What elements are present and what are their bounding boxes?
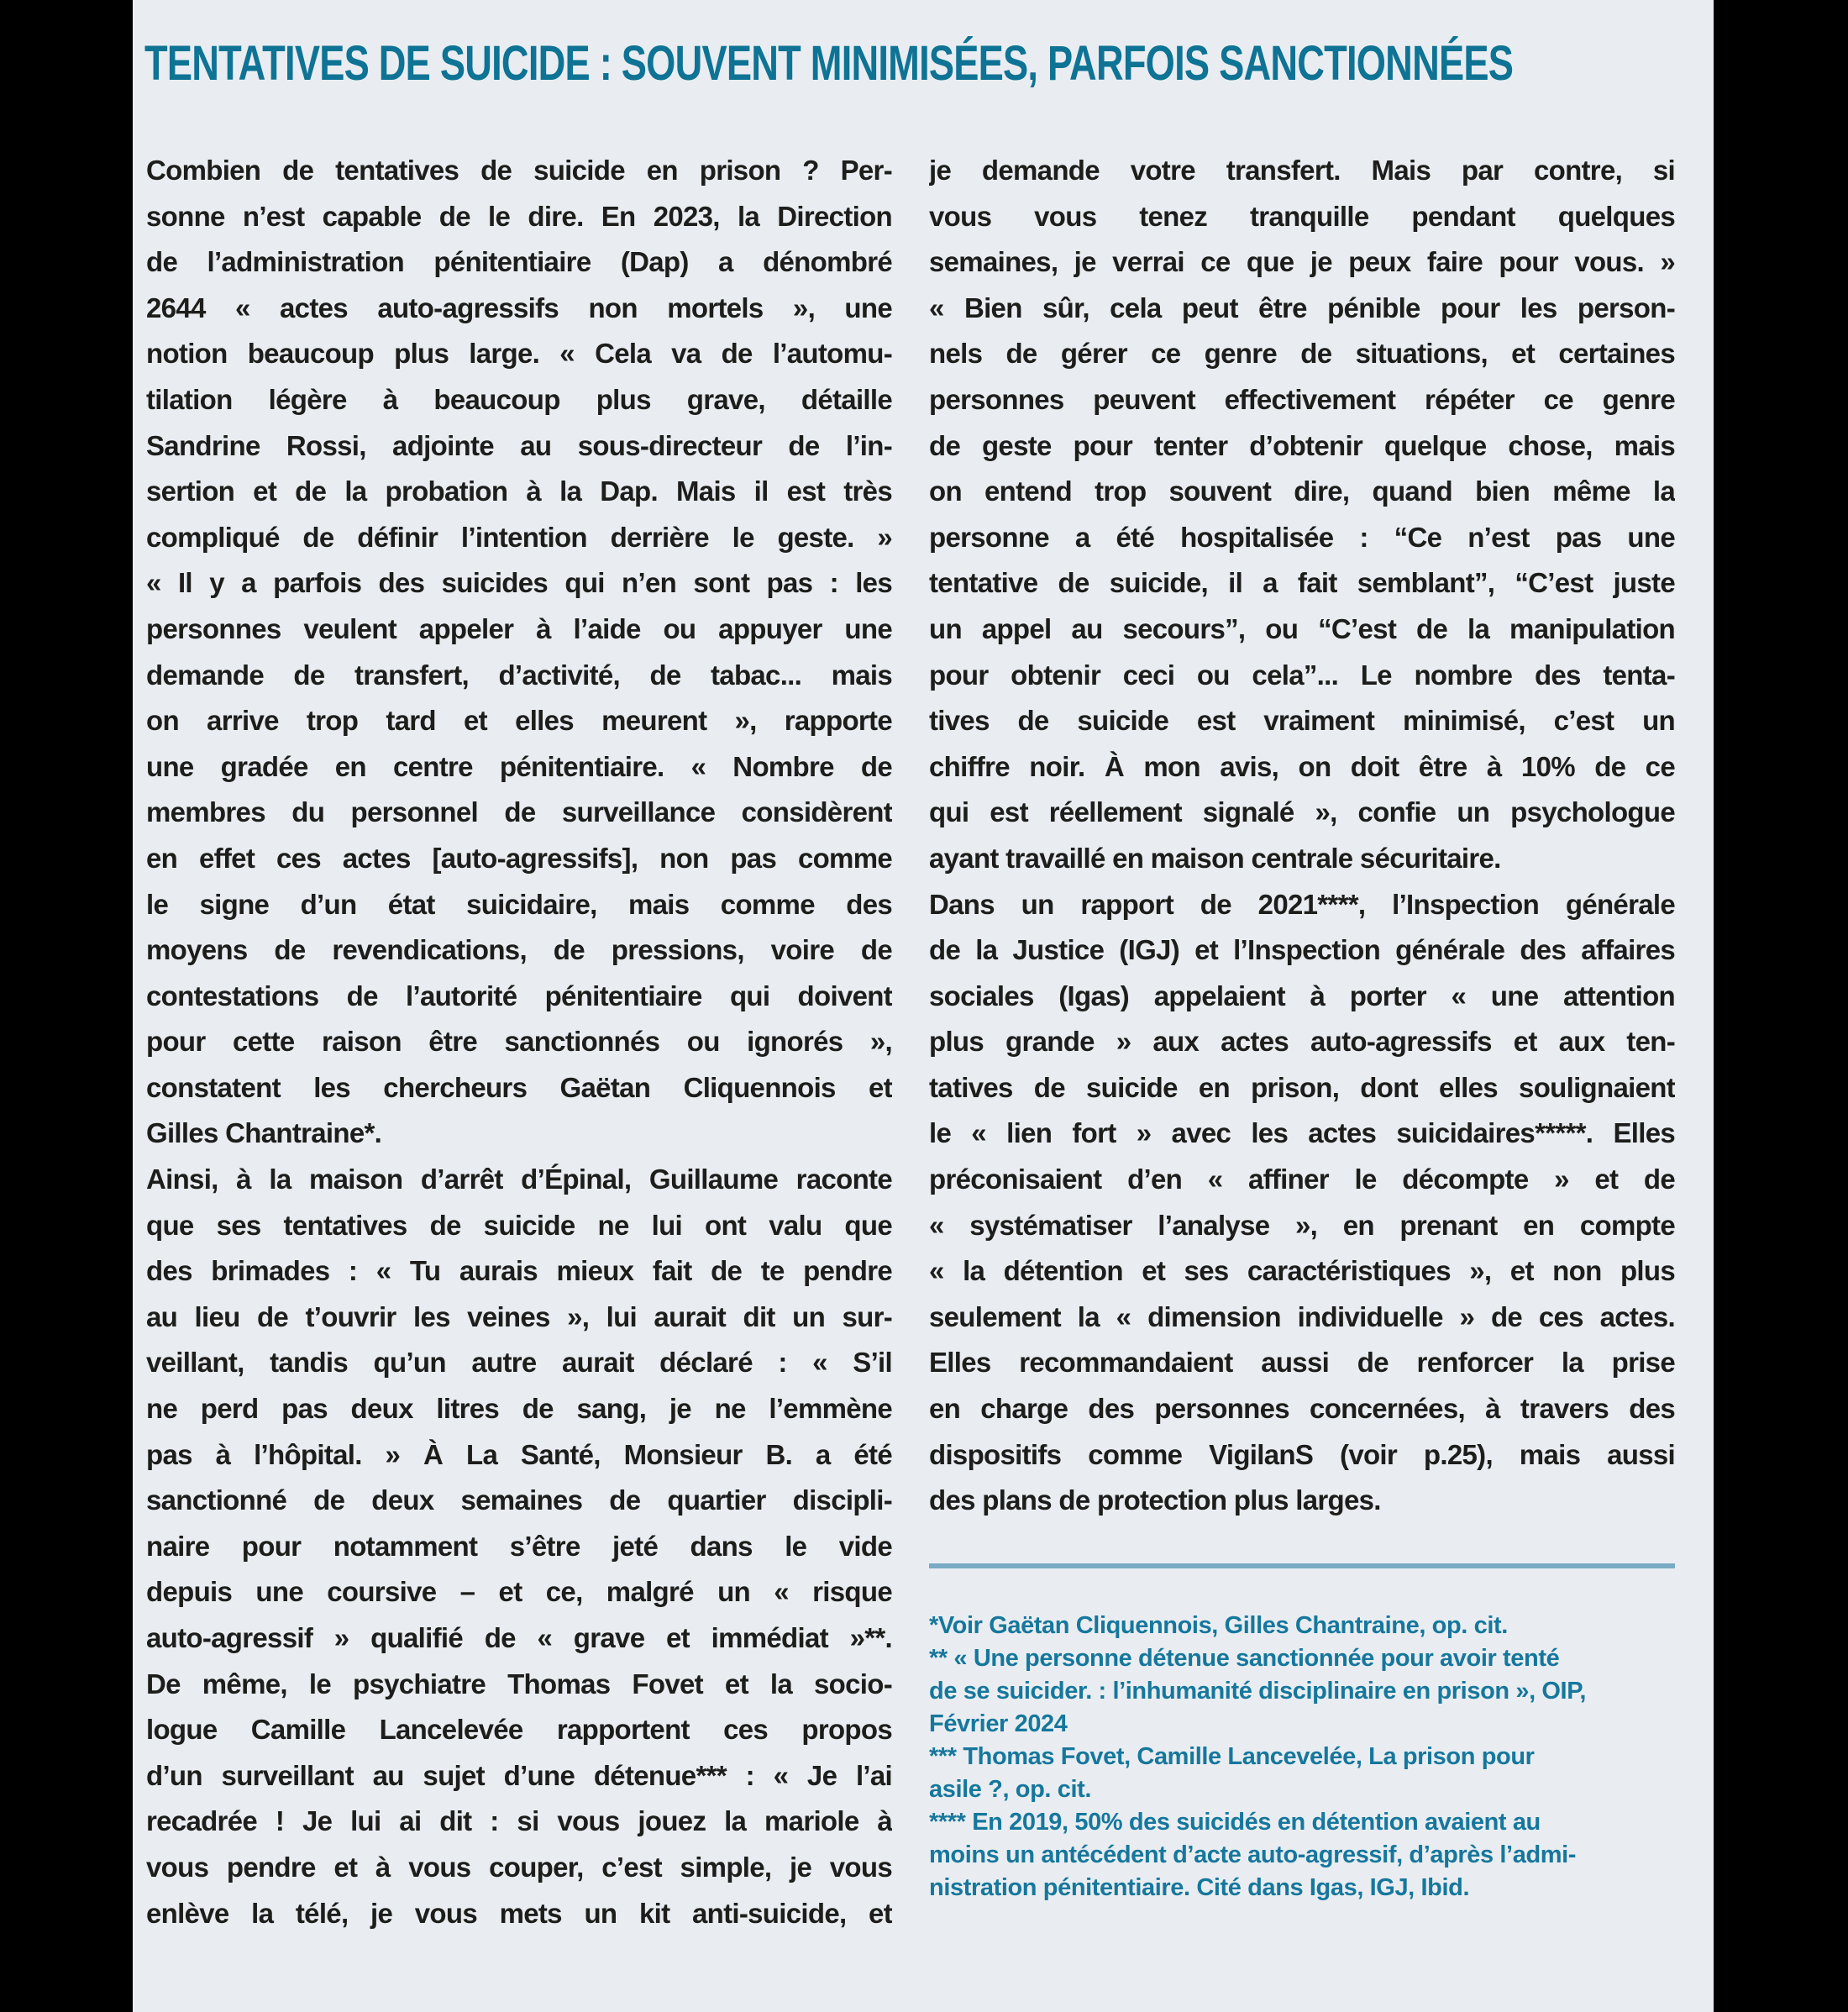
text-line: auto-agressif » qualifié de « grave et immédiat »**.	[146, 1622, 892, 1653]
text-line: chiffre noir. À mon avis, on doit être à 10% de ce	[929, 750, 1675, 782]
text-line: moins un antécédent d’acte auto-agressif, d’après l’admi-	[929, 1841, 1577, 1868]
text-line: de la Justice (IGJ) et l’Inspection générale des affaires	[929, 934, 1675, 966]
text-line: recadrée ! Je lui ai dit : si vous jouez la mariole à	[146, 1805, 892, 1837]
text-line: que ses tentatives de suicide ne lui ont valu que	[146, 1209, 892, 1241]
text-line: vous pendre et à vous couper, c’est simple, je vous	[146, 1851, 892, 1883]
text-line: sertion et de la probation à la Dap. Mais il est très	[146, 475, 892, 507]
text-line: ** « Une personne détenue sanctionnée pour avoir tenté	[929, 1645, 1560, 1672]
text-line: des brimades : « Tu aurais mieux fait de te pendre	[146, 1255, 892, 1287]
text-line: sonne n’est capable de le dire. En 2023, la Direction	[146, 200, 892, 232]
text-line: personnes veulent appeler à l’aide ou appuyer une	[146, 612, 892, 644]
text-line: De même, le psychiatre Thomas Fovet et la socio-	[146, 1668, 892, 1699]
text-line: veillant, tandis qu’un autre aurait déclaré : « S’il	[146, 1347, 892, 1379]
text-line: on entend trop souvent dire, quand bien même la	[929, 475, 1675, 507]
text-line: au lieu de t’ouvrir les veines », lui aurait dit un sur-	[146, 1300, 892, 1332]
text-line: plus grande » aux actes auto-agressifs et aux ten-	[929, 1026, 1675, 1058]
text-line: Février 2024	[929, 1710, 1068, 1737]
text-line: Dans un rapport de 2021****, l’Inspection générale	[929, 888, 1675, 920]
text-line: le « lien fort » avec les actes suicidaires*****. Elles	[929, 1117, 1675, 1149]
text-line: Gilles Chantraine*.	[146, 1117, 382, 1149]
article-right-column	[929, 148, 1675, 1524]
text-line: Elles recommandaient aussi de renforcer la prise	[929, 1347, 1675, 1379]
article-left-column	[146, 148, 892, 1936]
text-line: en effet ces actes [auto-agressifs], non pas comme	[146, 842, 892, 874]
text-line: demande de transfert, d’activité, de tabac... mais	[146, 659, 892, 691]
text-line: le signe d’un état suicidaire, mais comme des	[146, 888, 892, 920]
text-line: tilation légère à beaucoup plus grave, détaille	[146, 383, 892, 415]
text-line: « la détention et ses caractéristiques », et non plus	[929, 1255, 1675, 1287]
text-line: vous vous tenez tranquille pendant quelques	[929, 200, 1675, 232]
text-line: compliqué de définir l’intention derrière le geste. »	[146, 521, 892, 553]
text-line: Ainsi, à la maison d’arrêt d’Épinal, Guillaume raconte	[146, 1164, 892, 1195]
text-line: nistration pénitentiaire. Cité dans Igas, IGJ, Ibid.	[929, 1874, 1470, 1901]
text-line: *Voir Gaëtan Cliquennois, Gilles Chantraine, op. cit.	[929, 1612, 1508, 1639]
text-line: « Bien sûr, cela peut être pénible pour les person-	[929, 292, 1675, 323]
footnote-divider	[929, 1563, 1675, 1568]
text-line: pour cette raison être sanctionnés ou ignorés »,	[146, 1026, 892, 1058]
text-line: seulement la « dimension individuelle » de ces actes.	[929, 1300, 1675, 1332]
text-line: Sandrine Rossi, adjointe au sous-directeur de l’in-	[146, 429, 892, 461]
text-line: nels de gérer ce genre de situations, et certaines	[929, 338, 1675, 370]
text-line: de l’administration pénitentiaire (Dap) a dénombré	[146, 246, 892, 278]
text-line: en charge des personnes concernées, à travers des	[929, 1393, 1675, 1425]
text-line: un appel au secours”, ou “C’est de la manipulation	[929, 612, 1675, 644]
text-line: Combien de tentatives de suicide en prison ? Per-	[146, 155, 892, 186]
text-line: qui est réellement signalé », confie un psychologue	[929, 796, 1675, 828]
text-line: enlève la télé, je vous mets un kit anti-suicide, et	[146, 1897, 892, 1929]
text-line: dispositifs comme VigilanS (voir p.25), mais aussi	[929, 1438, 1675, 1470]
text-line: « systématiser l’analyse », en prenant en compte	[929, 1209, 1675, 1241]
text-line: de se suicider. : l’inhumanité disciplinaire en prison », OIP,	[929, 1678, 1587, 1705]
text-line: naire pour notamment s’être jeté dans le vide	[146, 1530, 892, 1562]
text-line: préconisaient d’en « affiner le décompte » et de	[929, 1164, 1675, 1195]
text-line: pas à l’hôpital. » À La Santé, Monsieur B. a été	[146, 1438, 892, 1470]
text-line: asile ?, op. cit.	[929, 1776, 1092, 1803]
text-line: depuis une coursive – et ce, malgré un « risque	[146, 1576, 892, 1608]
text-line: personnes peuvent effectivement répéter ce genre	[929, 383, 1675, 415]
text-line: sanctionné de deux semaines de quartier discipli-	[146, 1484, 892, 1516]
text-line: tentative de suicide, il a fait semblant”, “C’est juste	[929, 567, 1675, 599]
text-line: personne a été hospitalisée : “Ce n’est pas une	[929, 521, 1675, 553]
text-line: moyens de revendications, de pressions, voire de	[146, 934, 892, 966]
text-line: des plans de protection plus larges.	[929, 1484, 1381, 1516]
text-line: contestations de l’autorité pénitentiaire qui doivent	[146, 980, 892, 1011]
text-line: semaines, je verrai ce que je peux faire pour vous. »	[929, 246, 1675, 278]
text-line: membres du personnel de surveillance considèrent	[146, 796, 892, 828]
text-line: « Il y a parfois des suicides qui n’en sont pas : les	[146, 567, 892, 599]
text-line: *** Thomas Fovet, Camille Lancevelée, La prison pour	[929, 1743, 1535, 1770]
text-line: tatives de suicide en prison, dont elles soulignaient	[929, 1071, 1675, 1103]
text-line: **** En 2019, 50% des suicidés en détention avaient au	[929, 1809, 1541, 1836]
text-line: de geste pour tenter d’obtenir quelque chose, mais	[929, 429, 1675, 461]
text-line: notion beaucoup plus large. « Cela va de l’automu-	[146, 338, 892, 370]
text-line: on arrive trop tard et elles meurent », rapporte	[146, 705, 892, 737]
text-line: une gradée en centre pénitentiaire. « Nombre de	[146, 750, 892, 782]
text-line: tives de suicide est vraiment minimisé, c’est un	[929, 705, 1675, 737]
text-line: je demande votre transfert. Mais par contre, si	[929, 155, 1675, 186]
text-line: logue Camille Lancelevée rapportent ces propos	[146, 1714, 892, 1746]
text-line: d’un surveillant au sujet d’une détenue*** : « Je l’ai	[146, 1759, 892, 1791]
text-line: pour obtenir ceci ou cela”... Le nombre des tenta-	[929, 659, 1675, 691]
article-title: TENTATIVES DE SUICIDE : SOUVENT MINIMISÉES, PARFOIS SANCTIONNÉES	[144, 36, 1514, 91]
text-line: constatent les chercheurs Gaëtan Cliquennois et	[146, 1071, 892, 1103]
text-line: sociales (Igas) appelaient à porter « une attention	[929, 980, 1675, 1011]
text-line: 2644 « actes auto-agressifs non mortels », une	[146, 292, 892, 323]
magazine-page	[133, 0, 1714, 2012]
article-footnotes	[929, 1610, 1685, 1904]
text-line: ayant travaillé en maison centrale sécuritaire.	[929, 842, 1501, 874]
text-line: ne perd pas deux litres de sang, je ne l’emmène	[146, 1393, 892, 1425]
